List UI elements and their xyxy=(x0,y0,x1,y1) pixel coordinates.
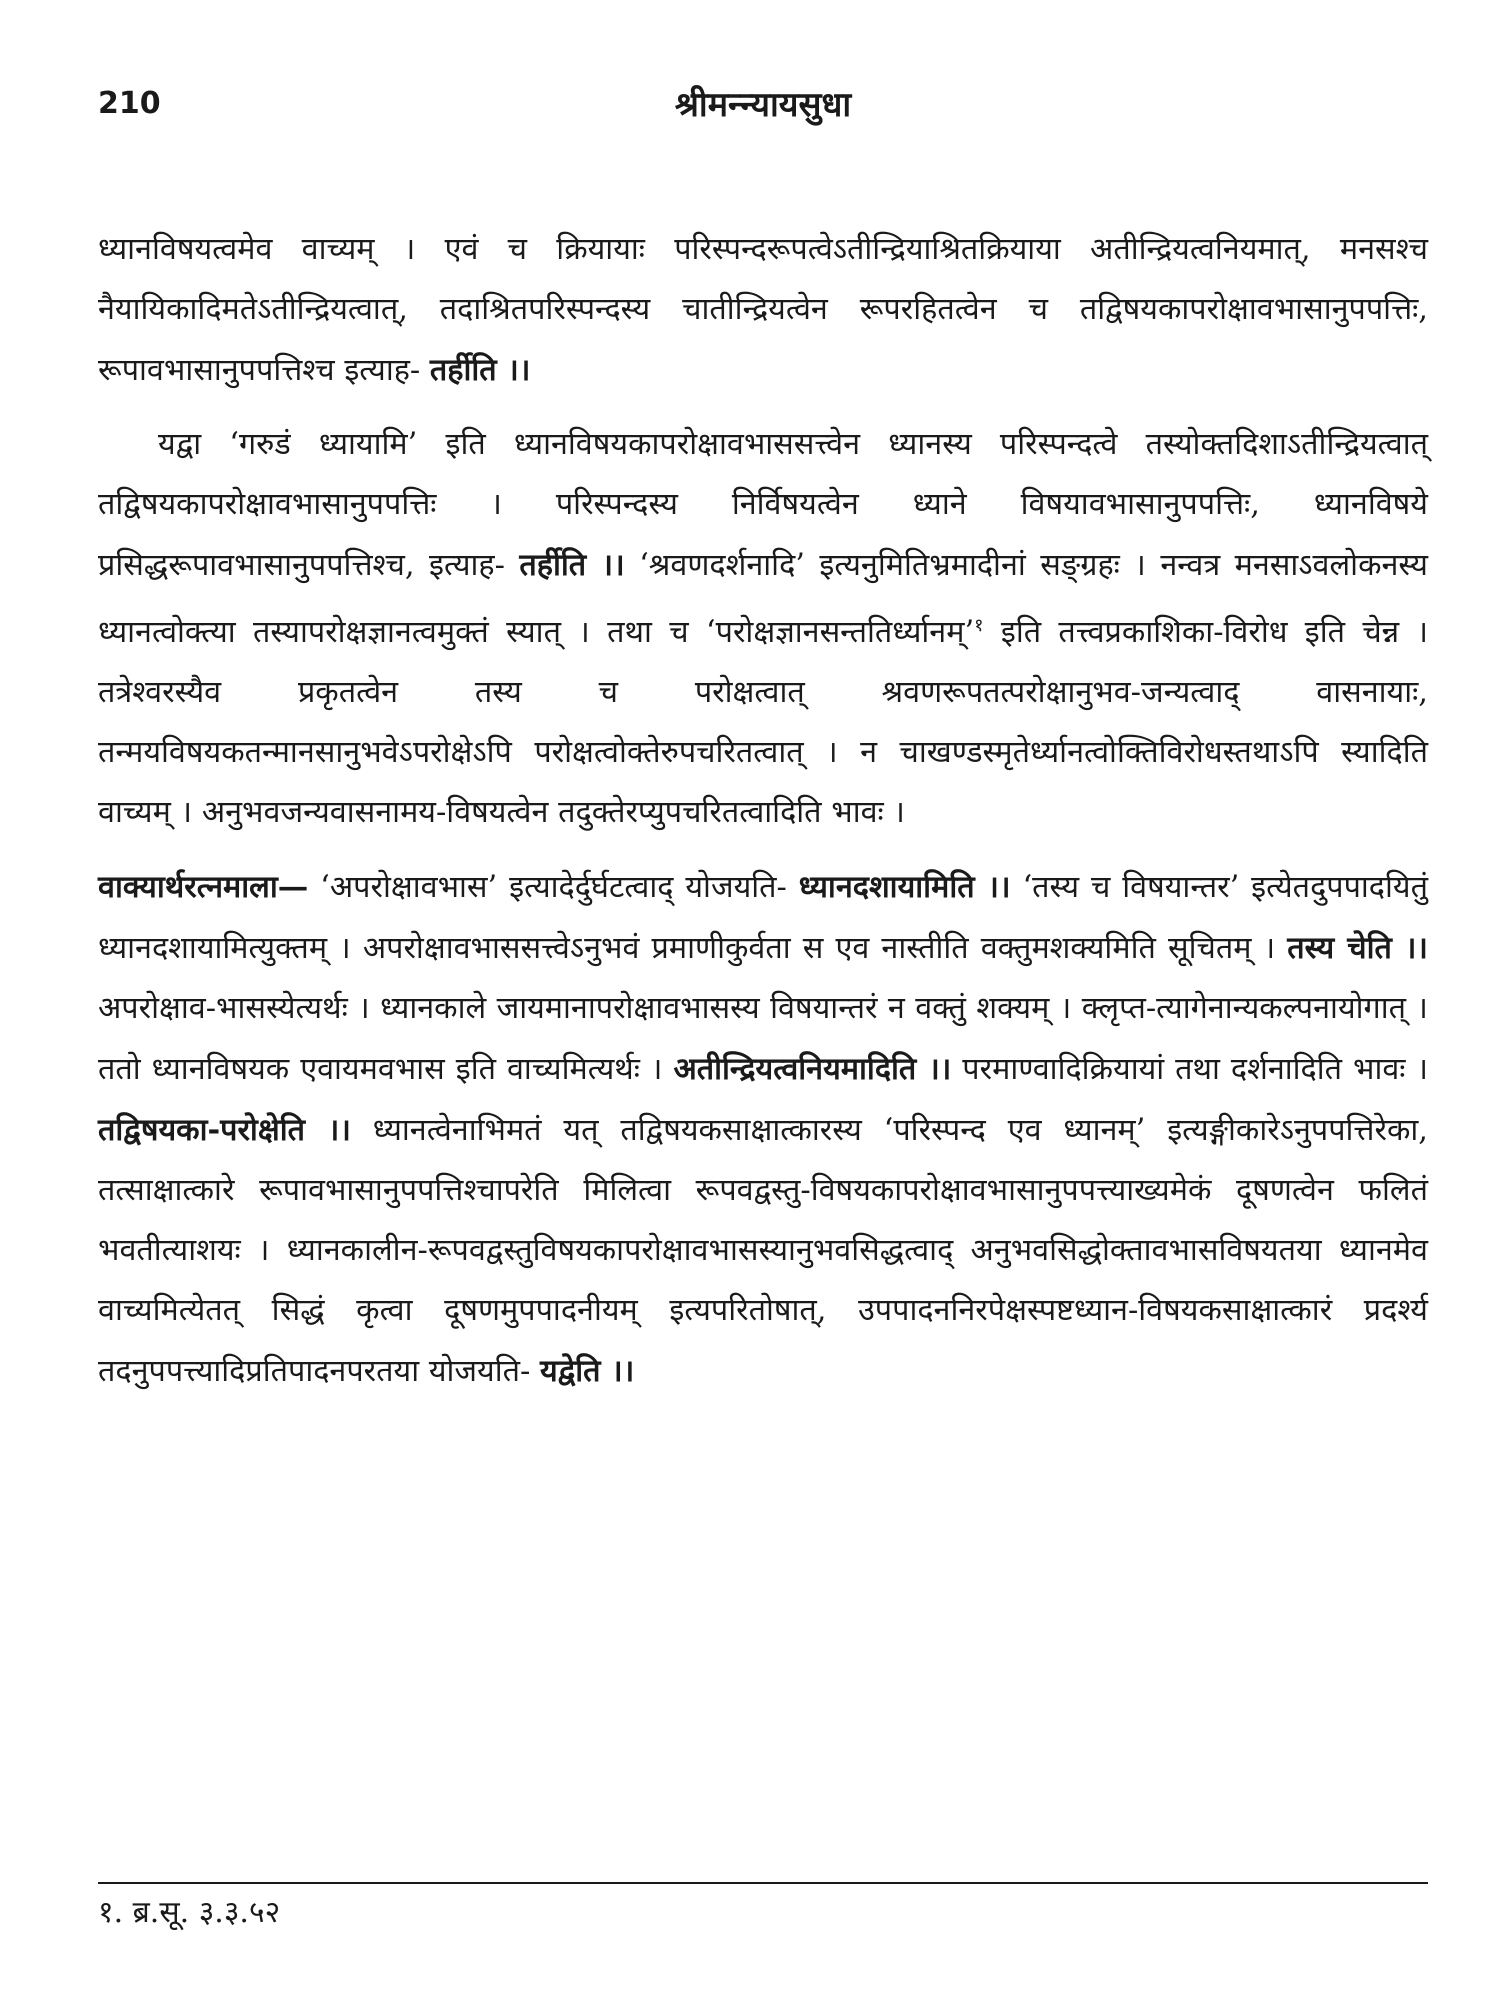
paragraph-text: ‘श्रवणदर्शनादि’ इत्यनुमितिभ्रमादीनां सङ्ग्रहः । नन्वत्र मनसाऽवलोकनस्य ध्यानत्वोक्त्या तस्यापरोक्षज्ञानत्वमुक्तं स्यात् । तथा च ‘परोक्षज्ञानसन्ततिर्ध्यानम्’ xyxy=(98,548,1428,651)
paragraph-text: अपरोक्षाव-भासस्येत्यर्थः । ध्यानकाले जायमानापरोक्षावभासस्य विषयान्तरं न वक्तुं शक्यम् । क्लृप्त-त्यागेनान्यकल्पनायोगात् । ततो ध्यानविषयक एवायमवभास इति वाच्यमित्यर्थः । xyxy=(98,991,1428,1088)
paragraph-text: ‘तस्य च विषयान्तर’ इत्येतदुपपादयितुं ध्यानदशायामित्युक्तम् । अपरोक्षावभाससत्त्वेऽनुभवं प्रमाणीकुर्वता स एव नास्तीति वक्तुमशक्यमिति सूचितम् । xyxy=(98,870,1428,967)
paragraph-3 xyxy=(98,857,1428,1402)
body-text xyxy=(98,220,1428,1402)
paragraph-text: ‘अपरोक्षावभास’ इत्यादेर्दुर्घटत्वाद् योजयति- xyxy=(308,870,799,906)
bold-term: तर्हीति ।। xyxy=(429,352,531,388)
bold-term: अतीन्द्रियत्वनियमादिति ।। xyxy=(673,1051,952,1088)
bold-term: यद्वेति ।। xyxy=(540,1353,635,1390)
page-header xyxy=(98,80,1428,140)
document-page xyxy=(98,80,1428,1960)
running-title: श्रीमन्न्यायसुधा xyxy=(674,85,852,125)
page-number: 210 xyxy=(98,86,161,121)
paragraph-1 xyxy=(98,220,1428,401)
bold-term: तस्य चेति ।। xyxy=(1287,930,1428,967)
footnote-marker: १ xyxy=(974,615,984,636)
paragraph-text: इति तत्त्वप्रकाशिका-विरोध इति चेन्न । तत्रेश्वरस्यैव प्रकृतत्वेन तस्य च परोक्षत्वात् श्रवणरूपतत्परोक्षानुभव-जन्यत्वाद् वासनायाः, तन्मयविषयकतन्मानसानुभवेऽपरोक्षेऽपि परोक्षत्वोक्तेरुपचरितत्वात् । न चाखण्डस्मृतेर्ध्यानत्वोक्तिविरोधस्तथाऽपि स्यादिति वाच्यम् । अनुभवजन्यवासनामय-विषयत्वेन तदुक्तेरप्युपचरितत्वादिति भावः । xyxy=(98,615,1429,831)
bold-term: तर्हीति ।। xyxy=(519,547,625,583)
paragraph-2 xyxy=(98,415,1428,843)
bold-term: ध्यानदशायामिति ।। xyxy=(798,869,1011,906)
section-heading: वाक्यार्थरत्नमाला— xyxy=(98,869,309,906)
paragraph-text: परमाण्वादिक्रियायां तथा दर्शनादिति भावः । xyxy=(951,1052,1429,1088)
paragraph-text: ध्यानत्वेनाभिमतं यत् तद्विषयकसाक्षात्कारस्य ‘परिस्पन्द एव ध्यानम्’ इत्यङ्गीकारेऽनुपपत्तिरेका, तत्साक्षात्कारे रूपावभासानुपपत्तिश्चापरेति मिलित्वा रूपवद्वस्तु-विषयकापरोक्षावभासानुपपत्त्याख्यमेकं दूषणत्वेन फलितं भवतीत्याशयः । ध्यानकालीन-रूपवद्वस्तुविषयकापरोक्षावभासस्यानुभवसिद्धत्वाद् अनुभवसिद्धोक्तावभासविषयतया ध्यानमेव वाच्यमित्येतत् सिद्धं कृत्वा दूषणमुपपादनीयम् इत्यपरितोषात्, उपपादननिरपेक्षस्पष्टध्यान-विषयकसाक्षात्कारं प्रदर्श्य तदनुपपत्त्यादिप्रतिपादनपरतया योजयति- xyxy=(98,1113,1428,1390)
paragraph-text: यद्वा ‘गरुडं ध्यायामि’ इति ध्यानविषयकापरोक्षावभाससत्त्वेन ध्यानस्य परिस्पन्दत्वे तस्योक्तदिशाऽतीन्द्रियत्वात् तद्विषयकापरोक्षावभासानुपपत्तिः । परिस्पन्दस्य निर्विषयत्वेन ध्याने विषयावभासानुपपत्तिः, ध्यानविषये प्रसिद्धरूपावभासानुपपत्तिश्च, इत्याह- xyxy=(98,427,1428,583)
paragraph-text: ध्यानविषयत्वमेव वाच्यम् । एवं च क्रियायाः परिस्पन्दरूपत्वेऽतीन्द्रियाश्रितक्रियाया अतीन्द्रियत्वनियमात्, मनसश्च नैयायिकादिमतेऽतीन्द्रियत्वात्, तदाश्रितपरिस्पन्दस्य चातीन्द्रियत्वेन रूपरहितत्वेन च तद्विषयकापरोक्षावभासानुपपत्तिः, रूपावभासानुपपत्तिश्च इत्याह- xyxy=(98,232,1428,388)
bold-term: तद्विषयका-परोक्षेति ।। xyxy=(98,1112,351,1149)
footnote-divider xyxy=(98,1882,1428,1884)
footnote: १. ब्र.सू. ३.३.५२ xyxy=(98,1895,281,1930)
